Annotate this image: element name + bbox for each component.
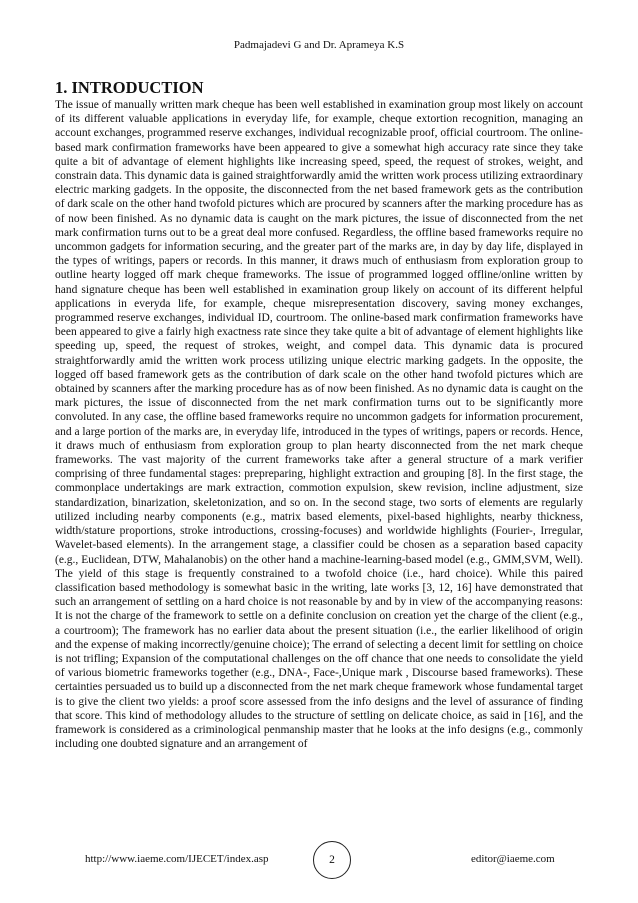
running-header: Padmajadevi G and Dr. Aprameya K.S xyxy=(233,39,405,51)
section-title: 1. INTRODUCTION xyxy=(55,78,204,97)
journal-url-link[interactable]: http://www.iaeme.com/IJECET/index.asp xyxy=(85,853,269,865)
introduction-paragraph: The issue of manually written mark cheque has been well established in examination group most likely on account of its different valuable applications in everyday life, for example, cheque extortion recognition, managing an account exchanges, programmed reserve exchanges, individual recognizable proof, official courtroom. The online-based mark confirmation frameworks have been appeared to give a somewhat high accuracy rate since they take quite a bit of advantage of element highlights like increasing speed, speed, the request of strokes, weight, and constrain data. This dynamic data is gained straightforwardly amid the written work process utilizing extraordinary electric marking gadgets. In the opposite, the disconnected from the net based framework gets as the contribution of dark scale on the other hand twofold pictures which are procured by scanners after the marking procedure has as of now been finished. As no dynamic data is caught on the mark pictures, the issue of disconnected from the net mark confirmation turns out to be a great deal more confused. Regardless, the offline based frameworks require no uncommon gadgets for information securing, and the greater part of the marks are, in day by day life, displayed in the types of writings, papers or records. In this manner, it draws much of enthusiasm from exploration group to outline hearty logged off mark cheque frameworks. The issue of programmed logged offline/online written by hand signature cheque has been well established in examination group likely on account of its different helpful applications in everyda life, for example, cheque misrepresentation discovery, saving money exchanges, programmed reserve exchanges, individual ID, courtroom. The online-based mark confirmation frameworks have been appeared to give a fairly high exactness rate since they take quite a bit of advantage of element highlights like speeding up, speed, the request of strokes, weight, and compel data. This dynamic data is procured straightforwardly amid the written work process utilizing unique electric marking gadgets. In the opposite, the logged off based framework gets as the contribution of dark scale on the other hand twofold pictures which are obtained by scanners after the marking procedure has as of now been finished. As no dynamic data is caught on the mark pictures, the issue of disconnected from the net mark confirmation turns out to be significantly more convoluted. In any case, the offline based frameworks require no uncommon gadgets for information procurement, and a large portion of the marks are, in everyday life, introduced in the types of writings, papers or records. Hence, it draws much of enthusiasm from exploration group to plan hearty disconnected from the net mark cheque frameworks. The vast majority of the current frameworks take after a general structure of a mark verifier comprising of three fundamental stages: prepreparing, highlight extraction and grouping [8]. In the first stage, the commonplace undertakings are mark extraction, commotion expulsion, skew revision, incline adjustment, size standardization, binarization, skeletonization, and so on. In the second stage, two sorts of elements are regularly utilized including nearby components (e.g., matrix based elements, pixel-based highlights, nearby thickness, width/stature proportions, stroke introductions, crossing-focuses) and worldwide highlights (Fourier-, Irregular, Wavelet-based elements). In the arrangement stage, a classifier could be chosen as a separation based capacity (e.g., Euclidean, DTW, Mahalanobis) on the other hand a machine-learning-based model (e.g., GMM,SVM, Well). The yield of this stage is frequently constrained to a twofold choice (i.e., hard choice). While this paired classification based methodology is somewhat basic in the writing, late works [3, 12, 16] have demonstrated that such an arrangement of settling on a hard choice is not reasonable by and by in view of the accompanying reasons: It is not the charge of the framework to settle on a definite conclusion on creation yet the charge of the client (e.g., a courtroom); The framework has no earlier data about the present situation (i.e., the earlier likelihood of origin and the expense of making incorrectly/genuine choice); The errand of selecting a decent limit for settling on choice is not trifling; Expansion of the computational challenges on the off chance that one needs to consolidate the yield of various biometric frameworks together (e.g., DNA-, Face-,Unique mark , Discourse based frameworks). These certainties persuaded us to build up a disconnected from the net mark cheque framework whose fundamental target is to give the client two yields: a proof score assessed from the info designs and the level of assurance of finding that score. This kind of methodology alludes to the structure of settling on delicate choice, as said in [16], and the framework is considered as a criminological penmanship master that he looks at the info designs (e.g., commonly including one doubted signature and an arrangement of xyxy=(55,99,583,751)
page-number-badge xyxy=(313,841,351,879)
editor-email-link[interactable]: editor@iaeme.com xyxy=(471,853,555,865)
page-number: 2 xyxy=(329,854,335,866)
